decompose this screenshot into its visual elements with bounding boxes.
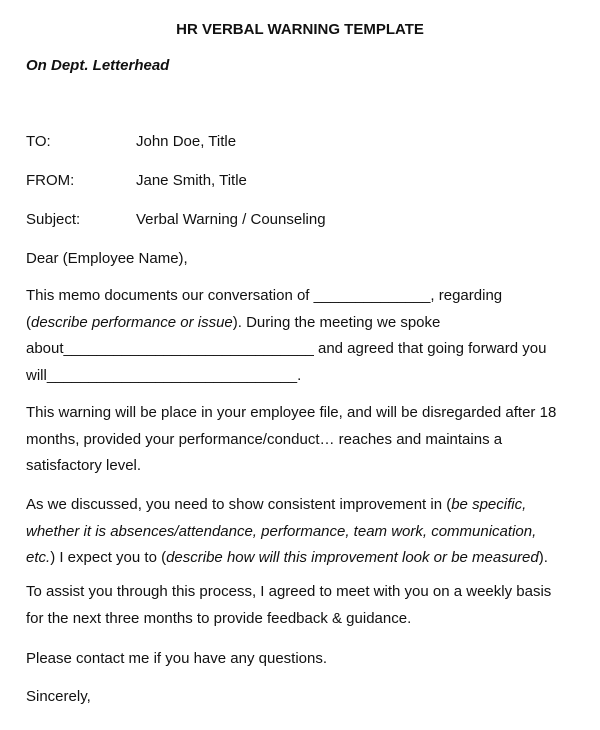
subject-label: Subject: — [26, 211, 81, 228]
paragraph-line: for the next three months to provide feedback & guidance. — [26, 609, 412, 627]
paragraph-line: This warning will be place in your employee file, and will be disregarded after 18 — [26, 404, 557, 421]
paragraph-line: Sincerely, — [26, 688, 91, 705]
paragraph-line: months, provided your performance/conduct… reaches and maintains a — [26, 430, 503, 448]
paragraph-improvement — [26, 492, 586, 572]
greeting: Dear (Employee Name), — [26, 250, 188, 267]
to-value: John Doe, Title — [136, 133, 237, 150]
text-run-italic: be specific, — [451, 496, 527, 513]
paragraph-line: To assist you through this process, I agreed to meet with you on a weekly basis — [26, 583, 552, 600]
paragraph-warning-file — [26, 400, 586, 480]
paragraph-line — [26, 310, 586, 337]
paragraph-line — [26, 545, 586, 572]
paragraph-line: will______________________________. — [26, 366, 302, 384]
paragraph-line: satisfactory level. — [26, 457, 142, 474]
document-title: HR VERBAL WARNING TEMPLATE — [176, 21, 424, 38]
paragraph-line: about______________________________ and agreed that going forward you — [26, 340, 547, 357]
memo-subject-row — [26, 211, 566, 231]
paragraph-line: This memo documents our conversation of ______________, regarding — [26, 287, 503, 304]
text-run-italic: describe performance or issue — [31, 313, 233, 331]
from-value: Jane Smith, Title — [136, 172, 247, 189]
to-label: TO: — [26, 133, 51, 150]
letterhead-note: On Dept. Letterhead — [26, 57, 170, 74]
text-run-italic: etc. — [26, 549, 51, 566]
paragraph-assistance — [26, 579, 586, 632]
paragraph-contact — [26, 646, 586, 673]
text-run: ). During the meeting we spoke — [232, 313, 441, 331]
paragraph-conversation — [26, 283, 586, 389]
paragraph-line — [26, 492, 586, 519]
text-run: ( — [26, 313, 31, 331]
from-label: FROM: — [26, 172, 75, 189]
text-run: ). — [538, 549, 548, 566]
subject-value: Verbal Warning / Counseling — [136, 211, 326, 228]
closing — [26, 684, 586, 711]
text-run: As we discussed, you need to show consistent improvement in ( — [26, 496, 452, 513]
paragraph-line: whether it is absences/attendance, performance, team work, communication, — [26, 522, 537, 540]
memo-to-row — [26, 133, 566, 153]
memo-from-row — [26, 172, 566, 192]
paragraph-line: Please contact me if you have any questions. — [26, 650, 328, 667]
text-run: ) I expect you to ( — [50, 549, 167, 566]
text-run-italic: describe how will this improvement look or be measured — [166, 549, 539, 566]
